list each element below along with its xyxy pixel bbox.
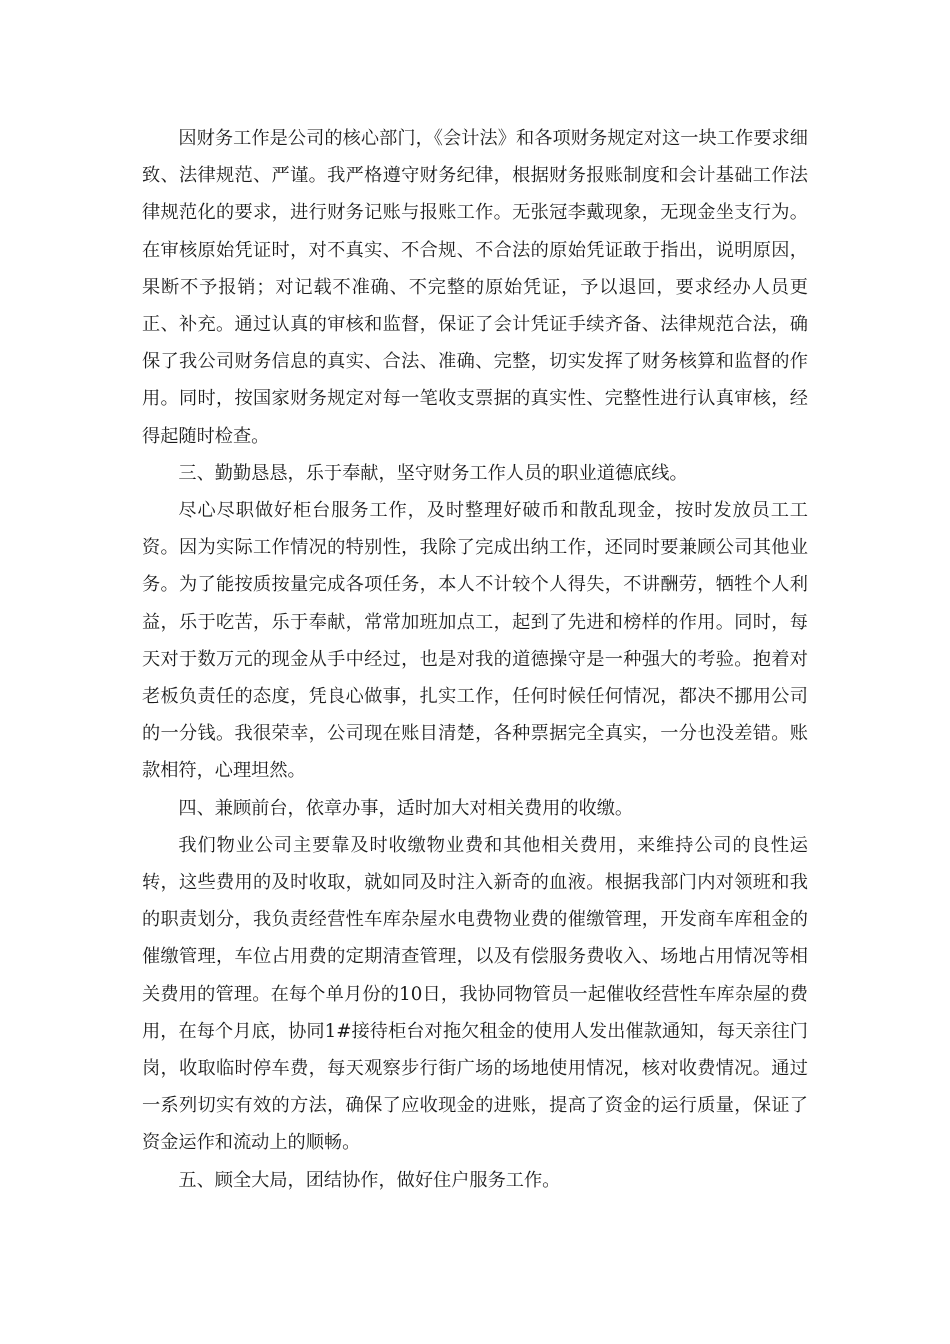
heading-section-four: 四、兼顾前台，依章办事，适时加大对相关费用的收缴。 [178, 797, 634, 819]
heading-section-three: 三、勤勤恳恳，乐于奉献，坚守财务工作人员的职业道德底线。 [178, 462, 688, 484]
paragraph-financial-review: 因财务工作是公司的核心部门，《会计法》和各项财务规定对这一块工作要求细致、法律规范、严谨。我严格遵守财务纪律，根据财务报账制度和会计基础工作法律规范化的要求，进行财务记账与报账工作。无张冠李戴现象，无现金坐支行为。在审核原始凭证时，对不真实、不合规、不合法的原始凭证敢于指出，说明原因，果断不予报销；对记载不准确、不完整的原始凭证，予以退回，要求经办人员更正、补充。通过认真的审核和监督，保证了会计凭证手续齐备、法律规范合法，确保了我公司财务信息的真实、合法、准确、完整，切实发挥了财务核算和监督的作用。同时，按国家财务规定对每一笔收支票据的真实性、完整性进行认真审核，经得起随时检查。 [142, 128, 808, 447]
heading-section-five: 五、顾全大局，团结协作，做好住户服务工作。 [178, 1169, 561, 1191]
document-body [142, 120, 808, 1199]
paragraph-counter-service: 尽心尽职做好柜台服务工作，及时整理好破币和散乱现金，按时发放员工工资。因为实际工作情况的特别性，我除了完成出纳工作，还同时要兼顾公司其他业务。为了能按质按量完成各项任务，本人不计较个人得失，不讲酬劳，牺牲个人利益，乐于吃苦，乐于奉献，常常加班加点工，起到了先进和榜样的作用。同时，每天对于数万元的现金从手中经过，也是对我的道德操守是一种强大的考验。抱着对老板负责任的态度，凭良心做事，扎实工作，任何时候任何情况，都决不挪用公司的一分钱。我很荣幸，公司现在账目清楚，各种票据完全真实，一分也没差错。账款相符，心理坦然。 [142, 500, 808, 782]
paragraph-fee-collection: 我们物业公司主要靠及时收缴物业费和其他相关费用，来维持公司的良性运转，这些费用的及时收取，就如同及时注入新奇的血液。根据我部门内对领班和我的职责划分，我负责经营性车库杂屋水电费物业费的催缴管理，开发商车库租金的催缴管理，车位占用费的定期清查管理，以及有偿服务费收入、场地占用情况等相关费用的管理。在每个单月份的10日，我协同物管员一起催收经营性车库杂屋的费用，在每个月底，协同1#接待柜台对拖欠租金的使用人发出催款通知，每天亲往门岗，收取临时停车费，每天观察步行街广场的场地使用情况，核对收费情况。通过一系列切实有效的方法，确保了应收现金的进账，提高了资金的运行质量，保证了资金运作和流动上的顺畅。 [142, 834, 808, 1154]
